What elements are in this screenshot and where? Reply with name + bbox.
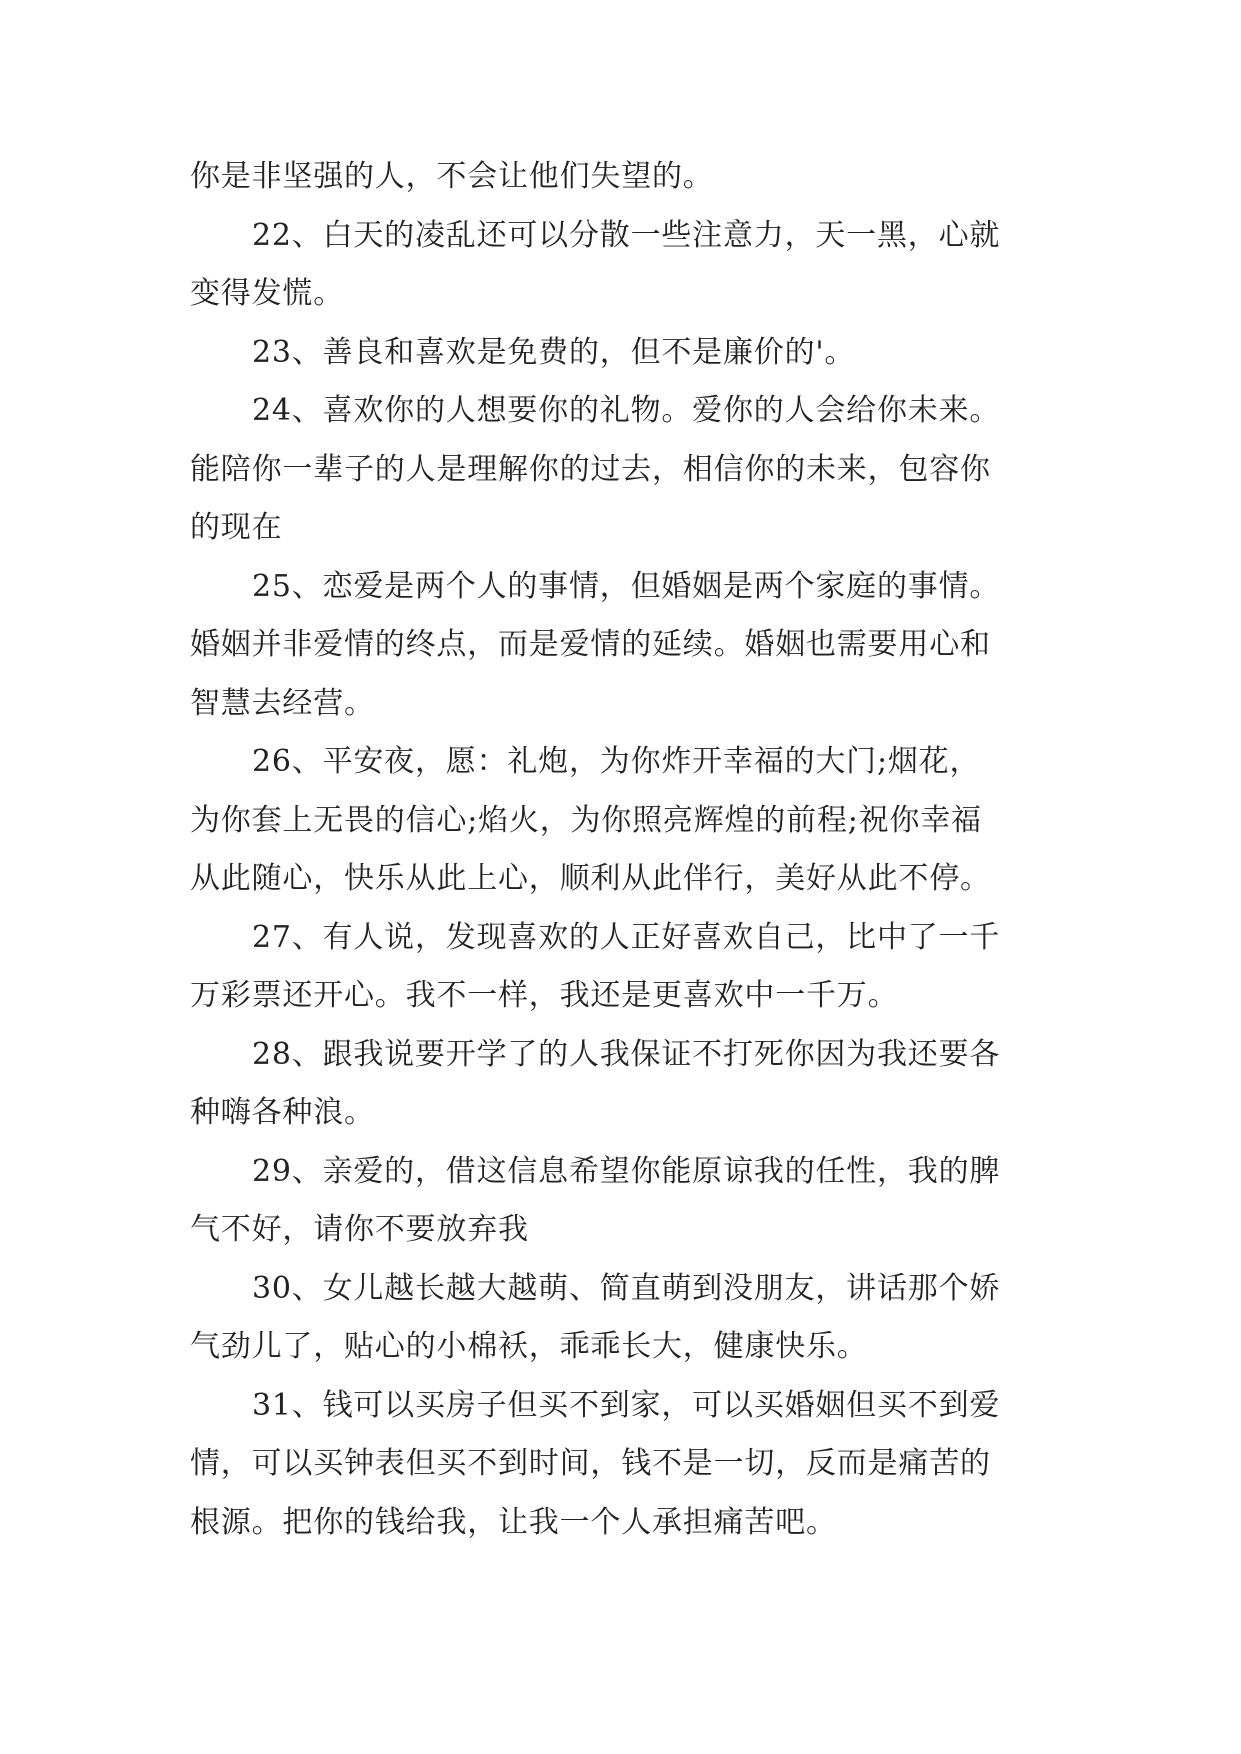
text-line: 26、平安夜，愿：礼炮，为你炸开幸福的大门;烟花， — [252, 744, 981, 779]
text-line: 气不好，请你不要放弃我 — [190, 1212, 529, 1247]
text-line: 能陪你一辈子的人是理解你的过去，相信你的未来，包容你 — [190, 451, 991, 487]
text-line: 情，可以买钟表但买不到时间，钱不是一切，反而是痛苦的 — [190, 1446, 991, 1481]
text-line: 29、亲爱的，借这信息希望你能原谅我的任性，我的脾 — [252, 1153, 1001, 1189]
text-line: 28、跟我说要开学了的人我保证不打死你因为我还要各 — [252, 1036, 1001, 1072]
text-line: 24、喜欢你的人想要你的礼物。爱你的人会给你未来。 — [252, 393, 1001, 428]
document-body — [190, 148, 1060, 1552]
text-line: 智慧去经营。 — [190, 685, 375, 721]
text-line: 种嗨各种浪。 — [190, 1095, 375, 1130]
text-line: 从此随心，快乐从此上心，顺利从此伴行，美好从此不停。 — [190, 861, 991, 896]
text-line: 变得发慌。 — [190, 276, 344, 311]
text-line: 婚姻并非爱情的终点，而是爱情的延续。婚姻也需要用心和 — [190, 627, 991, 662]
text-line: 根源。把你的钱给我，让我一个人承担痛苦吧。 — [190, 1504, 837, 1540]
text-line: 22、白天的凌乱还可以分散一些注意力，天一黑，心就 — [252, 217, 1001, 253]
text-line: 你是非坚强的人，不会让他们失望的。 — [190, 159, 714, 194]
text-line: 气劲儿了，贴心的小棉袄，乖乖长大，健康快乐。 — [190, 1329, 868, 1364]
text-line: 23、善良和喜欢是免费的，但不是廉价的'。 — [252, 334, 856, 370]
text-line: 30、女儿越长越大越萌、简直萌到没朋友，讲话那个娇 — [252, 1270, 1001, 1306]
text-line: 为你套上无畏的信心;焰火，为你照亮辉煌的前程;祝你幸福 — [190, 802, 982, 838]
text-line: 万彩票还开心。我不一样，我还是更喜欢中一千万。 — [190, 978, 899, 1013]
text-line: 的现在 — [190, 510, 283, 545]
text-line: 31、钱可以买房子但买不到家，可以买婚姻但买不到爱 — [252, 1387, 1001, 1423]
text-line: 25、恋爱是两个人的事情，但婚姻是两个家庭的事情。 — [252, 568, 1001, 604]
text-line: 27、有人说，发现喜欢的人正好喜欢自己，比中了一千 — [252, 919, 1001, 955]
